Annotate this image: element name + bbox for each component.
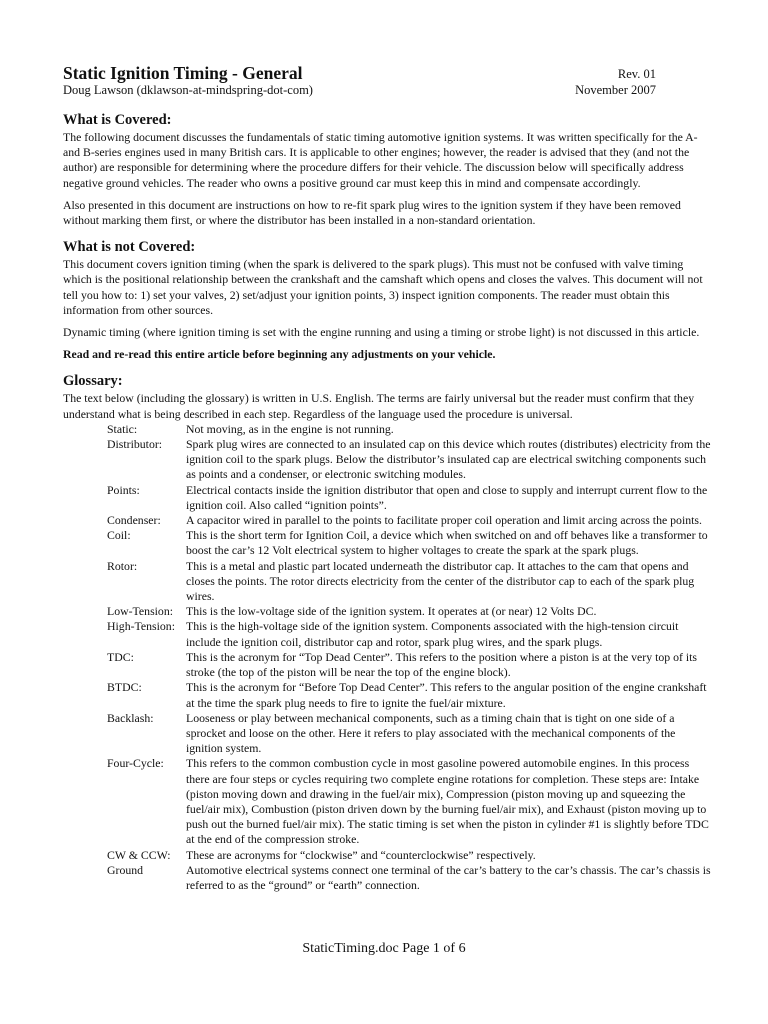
glossary-term: Rotor: (107, 558, 138, 573)
author-line: Doug Lawson (dklawson-at-mindspring-dot-com) (63, 83, 313, 97)
glossary-row (107, 437, 713, 483)
glossary-row (107, 619, 713, 649)
glossary-definition: A capacitor wired in parallel to the points to facilitate proper coil operation and limit arcing across the points. (186, 513, 702, 528)
glossary-term: Static: (107, 421, 138, 436)
glossary-term: CW & CCW: (107, 847, 171, 862)
glossary-definition: This is the acronym for “Top Dead Center”. This refers to the position where a piston is at the very top of its stroke (the top of the piston will be near the top of the engine block). (186, 649, 698, 680)
glossary-row (107, 863, 713, 893)
not-covered-paragraph-1: This document covers ignition timing (when the spark is delivered to the spark plugs). This must not be confused with valve timing which is the positional relationship between the crankshaft and the camshaft which opens and closes the valves. This document will not tell you how to: 1) set your valves, 2) set/adjust your ignition points, 3) inspect ignition components. The reader must obtain this information from other sources. (63, 257, 703, 317)
glossary-definition: Automotive electrical systems connect one terminal of the car’s battery to the car’s chassis. The car’s chassis is referred to as the “ground” or “earth” connection. (186, 862, 711, 892)
document-title: Static Ignition Timing - General (63, 63, 303, 83)
glossary-row (107, 848, 713, 863)
glossary-term: Ground (107, 862, 144, 877)
glossary-row (107, 528, 713, 558)
glossary-definition: Not moving, as in the engine is not running. (186, 421, 394, 436)
glossary-definition: These are acronyms for “clockwise” and “counterclockwise” respectively. (186, 847, 536, 862)
glossary-definition: Spark plug wires are connected to an insulated cap on this device which routes (distributes) electricity from the ignition coil to the spark plugs. Below the distributor’s insulated cap are electrical switching components such as points and a condenser, or electronic switching modules. (186, 437, 711, 482)
glossary-term: Low-Tension: (107, 604, 174, 619)
covered-paragraph-2: Also presented in this document are instructions on how to re-fit spark plug wires to the ignition system if they have been removed without marking them first, or where the distributor has been installed in a non-standard orientation. (63, 197, 681, 228)
glossary-definition: This refers to the common combustion cycle in most gasoline powered automobile engines. In this process there are four steps or cycles requiring two complete engine rotations for completion. These steps are: Intake (piston moving down and drawing in the fuel/air mix), Compression (piston moving up and squeezing the fuel/air mix), Combustion (piston driven down by the burning fuel/air mix), and Exhaust (piston moving up to push out the burned fuel/air mix). The static timing is set when the piston in cylinder #1 is slightly before TDC at the end of the compression stroke. (186, 756, 709, 847)
glossary-definition: This is the short term for Ignition Coil, a device which when switched on and off behaves like a transformer to boost the car’s 12 Volt electrical system to higher voltages to create the spark at the spark plugs. (186, 528, 708, 558)
glossary-definition: This is the low-voltage side of the ignition system. It operates at (or near) 12 Volts DC. (186, 604, 597, 619)
glossary-row (107, 422, 713, 437)
covered-paragraph-1: The following document discusses the fundamentals of static timing automotive ignition systems. It was written specifically for the A- and B-series engines used in many British cars. It is applicable to other engines; however, the reader is advised that they (and not the author) are responsible for determining where the procedure differs for their vehicle. The discussion below will specifically address negative ground vehicles. The reader who owns a positive ground car must keep this in mind and compensate accordingly. (63, 130, 698, 190)
document-body (63, 112, 713, 893)
glossary-list (107, 422, 713, 893)
glossary-term: Coil: (107, 528, 131, 543)
glossary-intro: The text below (including the glossary) is written in U.S. English. The terms are fairly universal but the reader must confirm that they understand what is being described in each step. Regardless of the language used the procedure is universal. (63, 391, 695, 421)
glossary-row (107, 604, 713, 619)
glossary-definition: This is a metal and plastic part located underneath the distributor cap. It attaches to the cam that opens and closes the points. The rotor directs electricity from the center of the distributor cap to each of the spark plug wires. (186, 558, 695, 604)
glossary-term: Backlash: (107, 710, 154, 725)
glossary-row (107, 559, 713, 605)
glossary-definition: This is the acronym for “Before Top Dead Center”. This refers to the angular position of the engine crankshaft at the time the spark plug needs to fire to ignite the fuel/air mixture. (186, 680, 707, 710)
glossary-term: BTDC: (107, 680, 142, 695)
warning-paragraph: Read and re-read this entire article before beginning any adjustments on your vehicle. (63, 347, 496, 362)
page-footer: StaticTiming.doc Page 1 of 6 (302, 941, 466, 956)
glossary-row (107, 483, 713, 513)
not-covered-heading: What is not Covered: (63, 239, 196, 256)
glossary-definition: Electrical contacts inside the ignition distributor that open and close to supply and interrupt current flow to the ignition coil. Also called “ignition points”. (186, 482, 708, 512)
glossary-term: Points: (107, 482, 140, 497)
glossary-definition: Looseness or play between mechanical components, such as a timing chain that is tight on one side of a sprocket and loose on the other. Here it refers to play associated with the mechanical components of the ignition system. (186, 710, 676, 756)
glossary-row (107, 650, 713, 680)
glossary-term: Distributor: (107, 437, 163, 452)
covered-heading: What is Covered: (63, 112, 172, 128)
glossary-row (107, 680, 713, 710)
glossary-term: High-Tension: (107, 619, 175, 634)
glossary-row (107, 513, 713, 528)
date-label: November 2007 (575, 83, 656, 97)
glossary-term: Four-Cycle: (107, 756, 164, 771)
glossary-row (107, 711, 713, 757)
glossary-term: Condenser: (107, 513, 161, 528)
glossary-row (107, 756, 713, 847)
revision-label: Rev. 01 (617, 67, 656, 81)
glossary-definition: This is the high-voltage side of the ignition system. Components associated with the high-tension circuit include the ignition coil, distributor cap and rotor, spark plug wires, and the spark plugs. (186, 619, 679, 649)
not-covered-paragraph-2: Dynamic timing (where ignition timing is set with the engine running and using a timing or strobe light) is not discussed in this article. (63, 325, 700, 340)
glossary-heading: Glossary: (63, 373, 123, 390)
glossary-term: TDC: (107, 649, 134, 664)
